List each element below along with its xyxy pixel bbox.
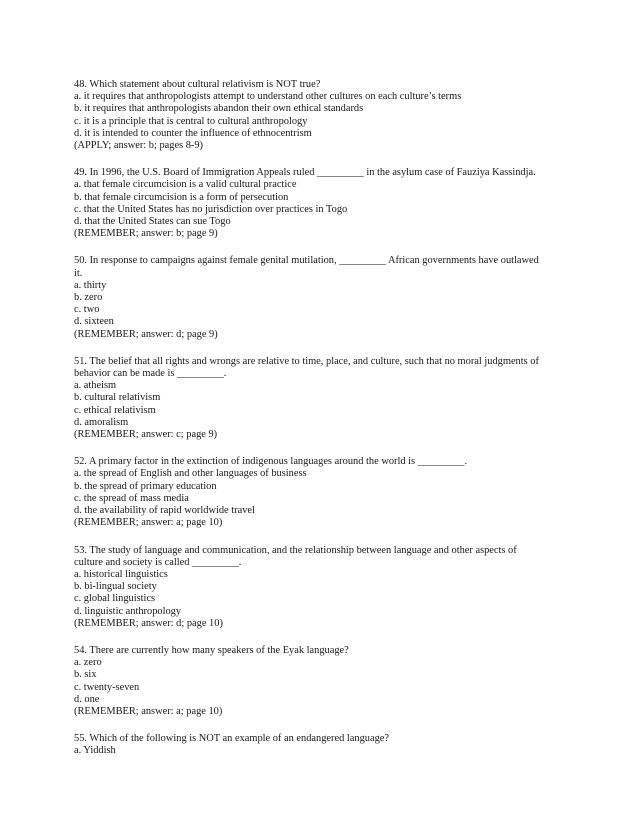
question-51 [74,356,544,441]
question-55 [74,733,544,757]
answer-key: (APPLY; answer: b; pages 8-9) [74,140,204,152]
answer-option: b. six [74,669,97,681]
answer-option: b. it requires that anthropologists abandon their own ethical standards [74,103,364,115]
question-stem: 53. The study of language and communication, and the relationship between language and other aspects of culture and society is called _________. [74,544,517,568]
question-48 [74,79,544,152]
answer-option: d. sixteen [74,316,114,328]
question-stem: 55. Which of the following is NOT an example of an endangered language? [74,733,389,745]
answer-option: a. thirty [74,279,107,291]
answer-option: a. it requires that anthropologists attempt to understand other cultures on each culture’s terms [74,91,462,103]
question-stem: 51. The belief that all rights and wrongs are relative to time, place, and culture, such that no moral judgments of behavior can be made is _________. [74,355,539,380]
answer-option: a. Yiddish [74,745,116,757]
question-54 [74,645,544,718]
answer-key: (REMEMBER; answer: d; page 10) [74,617,223,629]
answer-option: d. linguistic anthropology [74,605,182,617]
answer-option: a. zero [74,657,102,669]
question-stem: 54. There are currently how many speakers of the Eyak language? [74,644,349,656]
question-52 [74,456,544,529]
answer-option: a. historical linguistics [74,568,168,580]
answer-option: a. atheism [74,380,117,392]
document-page [74,79,544,773]
answer-option: b. cultural relativism [74,392,161,404]
answer-option: c. twenty-seven [74,681,140,693]
answer-key: (REMEMBER; answer: a; page 10) [74,705,223,717]
answer-option: c. ethical relativism [74,404,156,416]
answer-option: c. that the United States has no jurisdiction over practices in Togo [74,203,348,215]
answer-key: (REMEMBER; answer: c; page 9) [74,429,218,441]
question-50 [74,255,544,340]
answer-option: d. amoralism [74,416,129,428]
answer-option: c. the spread of mass media [74,492,189,504]
answer-option: a. that female circumcision is a valid cultural practice [74,179,297,191]
answer-option: c. two [74,304,100,316]
answer-option: d. the availability of rapid worldwide travel [74,505,255,517]
answer-key: (REMEMBER; answer: a; page 10) [74,517,223,529]
answer-option: b. bi-lingual society [74,581,157,593]
question-stem: 52. A primary factor in the extinction of indigenous languages around the world is _________. [74,456,468,468]
answer-option: b. zero [74,292,103,304]
question-49 [74,167,544,240]
question-stem: 50. In response to campaigns against female genital mutilation, _________ African governments have outlawed it. [74,255,539,279]
answer-option: b. the spread of primary education [74,480,217,492]
answer-option: a. the spread of English and other languages of business [74,468,307,480]
answer-option: c. it is a principle that is central to cultural anthropology [74,115,308,127]
question-stem: 49. In 1996, the U.S. Board of Immigration Appeals ruled _________ in the asylum case of Fauziya Kassindja. [74,167,536,179]
answer-option: c. global linguistics [74,593,156,605]
answer-option: d. it is intended to counter the influence of ethnocentrism [74,127,312,139]
question-53 [74,545,544,630]
answer-option: d. that the United States can sue Togo [74,216,231,228]
question-stem: 48. Which statement about cultural relativism is NOT true? [74,79,321,90]
answer-option: d. one [74,693,100,705]
answer-key: (REMEMBER; answer: b; page 9) [74,228,218,240]
answer-key: (REMEMBER; answer: d; page 9) [74,328,218,340]
answer-option: b. that female circumcision is a form of persecution [74,191,289,203]
